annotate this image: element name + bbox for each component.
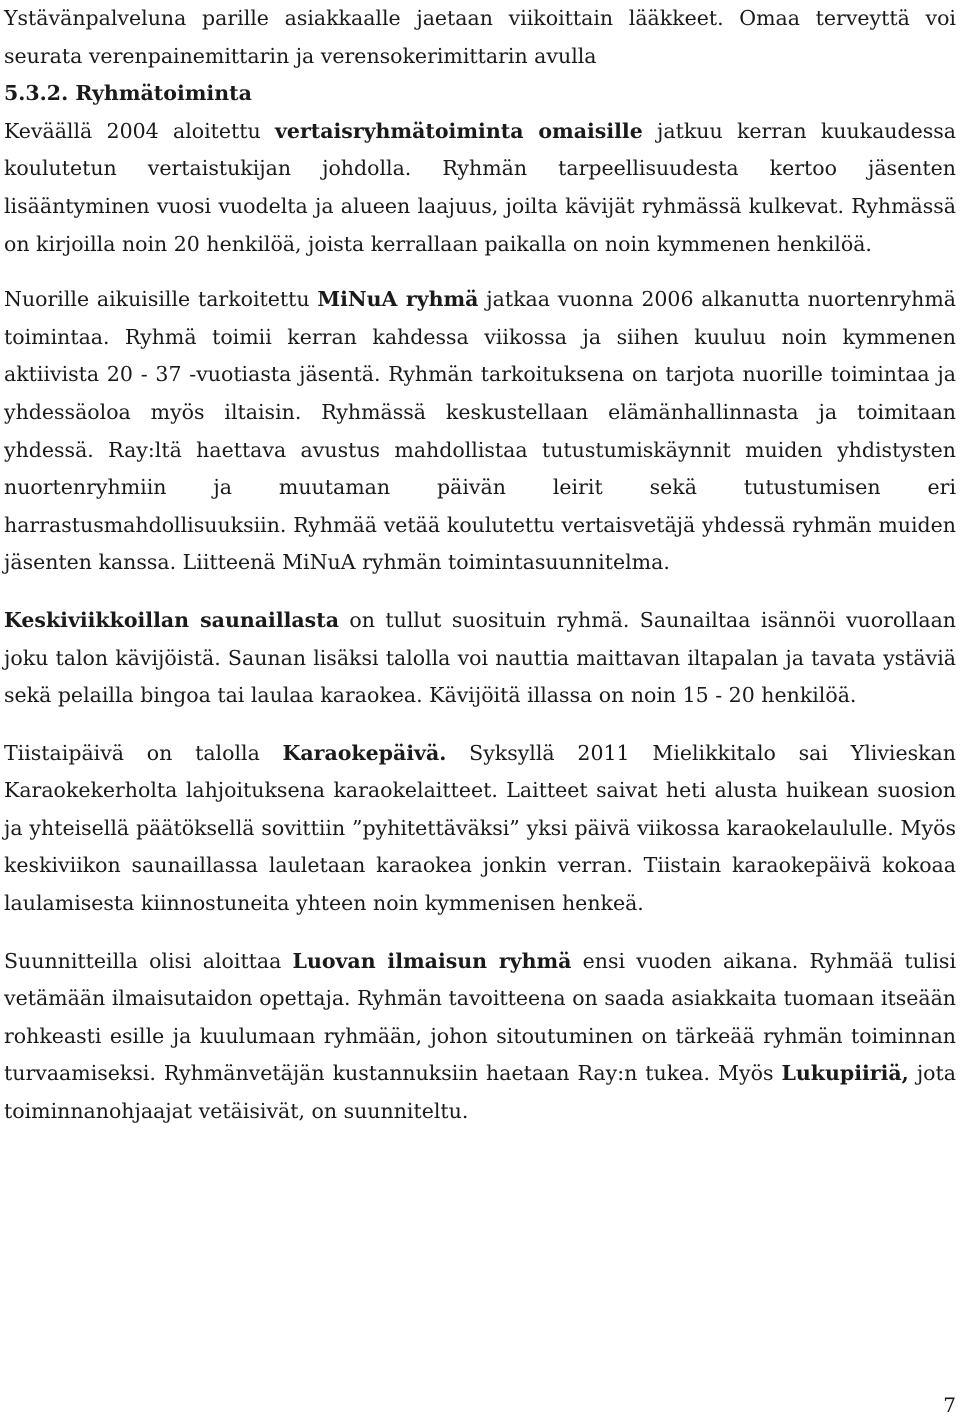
- bold-sauna-evening: Keskiviikkoillan saunaillasta: [4, 607, 339, 632]
- bold-minua-group: MiNuA ryhmä: [317, 287, 479, 312]
- paragraph-peer-group: Keväällä 2004 aloitettu vertaisryhmätoiminta omaisille jatkuu kerran kuukaudessa koulutetun vertaistukijan johdolla. Ryhmän tarpeellisuudesta kertoo jäsenten lisääntyminen vuosi vuodelta ja alueen laajuus, joilta kävijät ryhmässä kulkevat. Ryhmässä on kirjoilla noin 20 henkilöä, joista kerrallaan paikalla on noin kymmenen henkilöä.: [4, 118, 957, 256]
- bold-peer-group: vertaisryhmätoiminta omaisille: [274, 118, 643, 143]
- paragraph-creative-group: Suunnitteilla olisi aloittaa Luovan ilmaisun ryhmä ensi vuoden aikana. Ryhmää tulisi vetämään ilmaisutaidon opettaja. Ryhmän tavoitteena on saada asiakkaita tuomaan itseään rohkeasti esille ja kuulumaan ryhmään, johon sitoutuminen on tärkeää ryhmän toiminnan turvaamiseksi. Ryhmänvetäjän kustannuksiin haetaan Ray:n tukea. Myös Lukupiiriä, jota toiminnanohjaajat vetäisivät, on suunniteltu.: [4, 948, 957, 1124]
- page-number: 7: [943, 1393, 956, 1417]
- bold-karaoke-day: Karaokepäivä.: [282, 740, 447, 765]
- paragraph-minua-group: Nuorille aikuisille tarkoitettu MiNuA ryhmä jatkaa vuonna 2006 alkanutta nuortenryhmä toimintaa. Ryhmä toimii kerran kahdessa viikossa ja siihen kuuluu noin kymmenen aktiivista 20 - 37 -vuotiasta jäsentä. Ryhmän tarkoituksena on tarjota nuorille toimintaa ja yhdessäoloa myös iltaisin. Ryhmässä keskustellaan elämänhallinnasta ja toimitaan yhdessä. Ray:ltä haettava avustus mahdollistaa tutustumiskäynnit muiden yhdistysten nuortenryhmiin ja muutaman päivän leirit sekä tutustumisen eri harrastusmahdollisuuksiin. Ryhmää vetää koulutettu vertaisvetäjä yhdessä ryhmän muiden jäsenten kanssa. Liitteenä MiNuA ryhmän toimintasuunnitelma.: [4, 287, 956, 575]
- document-page: [4, 0, 956, 1131]
- bold-creative-group: Luovan ilmaisun ryhmä: [292, 948, 572, 973]
- bold-reading-circle: Lukupiiriä,: [781, 1061, 909, 1086]
- paragraph-sauna-evening: Keskiviikkoillan saunaillasta on tullut suosituin ryhmä. Saunailtaa isännöi vuorollaan joku talon kävijöistä. Saunan lisäksi talolla voi nauttia maittavan iltapalan ja tavata ystäviä sekä pelailla bingoa tai laulaa karaokea. Kävijöitä illassa on noin 15 - 20 henkilöä.: [4, 607, 956, 708]
- paragraph-karaoke-day: Tiistaipäivä on talolla Karaokepäivä. Syksyllä 2011 Mielikkitalo sai Ylivieskan Karaokekerholta lahjoituksena karaokelaitteet. Laitteet saivat heti alusta huikean suosion ja yhteisellä päätöksellä sovittiin ”pyhitettäväksi” yksi päivä viikossa karaokelaululle. Myös keskiviikon saunaillassa lauletaan karaokea jonkin verran. Tiistain karaokepäivä kokoaa laulamisesta kiinnostuneita yhteen noin kymmenisen henkeä.: [4, 740, 956, 916]
- paragraph-pharmacy-service: Ystävänpalveluna parille asiakkaalle jaetaan viikoittain lääkkeet. Omaa terveyttä voi seurata verenpainemittarin ja verensokerimittarin avulla: [4, 6, 956, 68]
- section-heading: 5.3.2. Ryhmätoiminta: [4, 81, 252, 106]
